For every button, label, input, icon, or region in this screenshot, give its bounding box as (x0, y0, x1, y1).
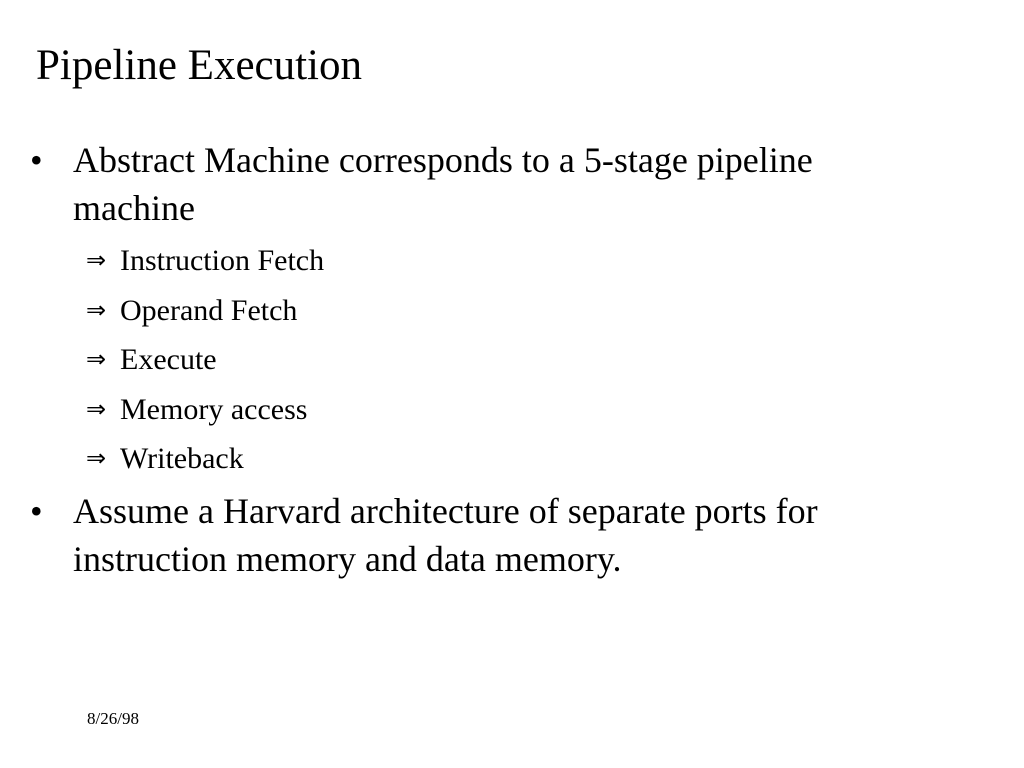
bullet-text: Abstract Machine corresponds to a 5-stage pipeline machine (73, 140, 813, 228)
stage-item (86, 286, 324, 336)
stage-item (86, 385, 324, 435)
bullet-item (30, 136, 930, 232)
implies-arrow-icon: ⇒ (86, 295, 107, 324)
bullet-item (30, 487, 930, 583)
bullet-text: Assume a Harvard architecture of separate ports for instruction memory and data memory. (73, 491, 818, 579)
stage-item (86, 335, 324, 385)
implies-arrow-icon: ⇒ (86, 246, 107, 274)
stage-label: Instruction Fetch (120, 244, 325, 277)
bullet-icon: • (30, 491, 43, 531)
stage-item (86, 236, 324, 286)
implies-arrow-icon: ⇒ (86, 444, 107, 472)
bullet-icon: • (30, 140, 43, 180)
pipeline-stage-list (86, 236, 324, 484)
slide-title: Pipeline Execution (36, 42, 363, 89)
stage-label: Writeback (120, 442, 244, 475)
stage-label: Execute (120, 343, 217, 376)
implies-arrow-icon: ⇒ (86, 394, 107, 423)
implies-arrow-icon: ⇒ (86, 345, 107, 373)
stage-label: Operand Fetch (120, 293, 298, 327)
stage-item (86, 434, 324, 484)
footer-date: 8/26/98 (87, 709, 139, 728)
stage-label: Memory access (120, 392, 308, 426)
